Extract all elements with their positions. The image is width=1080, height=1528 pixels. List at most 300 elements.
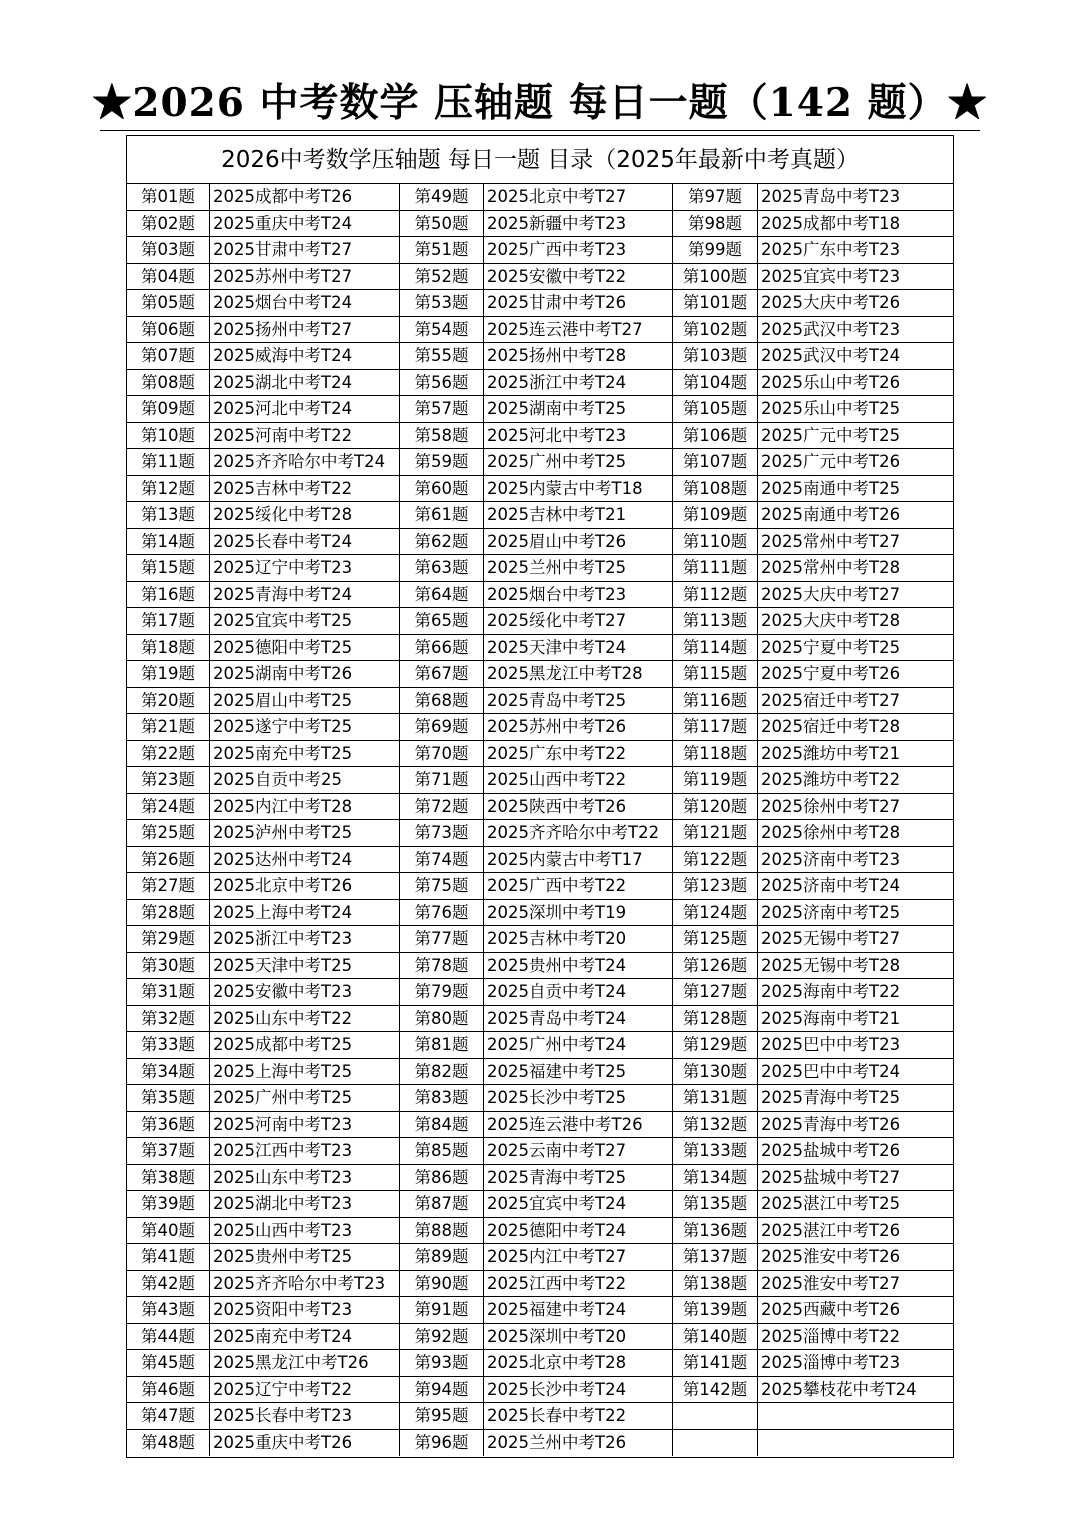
- question-source-cell: 2025重庆中考T26: [210, 1430, 400, 1457]
- question-source-cell: 2025潍坊中考T22: [758, 767, 954, 794]
- question-source-cell: 2025眉山中考T25: [210, 688, 400, 715]
- question-number-cell: 第10题: [127, 423, 210, 450]
- question-number-cell: 第59题: [400, 449, 484, 476]
- question-source-cell: 2025成都中考T26: [210, 184, 400, 211]
- question-number-cell: 第06题: [127, 317, 210, 344]
- question-number-cell: 第79题: [400, 979, 484, 1006]
- question-source-cell: 2025宿迁中考T28: [758, 714, 954, 741]
- question-source-cell: 2025吉林中考T21: [484, 502, 673, 529]
- question-number-cell: 第61题: [400, 502, 484, 529]
- question-number-cell: 第130题: [673, 1059, 758, 1086]
- question-number-cell: 第57题: [400, 396, 484, 423]
- question-number-cell: 第17题: [127, 608, 210, 635]
- question-source-cell: 2025绥化中考T27: [484, 608, 673, 635]
- question-source-cell: 2025齐齐哈尔中考T23: [210, 1271, 400, 1298]
- question-number-cell: 第75题: [400, 873, 484, 900]
- question-number-cell: 第124题: [673, 900, 758, 927]
- question-source-cell: 2025烟台中考T23: [484, 582, 673, 609]
- table-row: [127, 423, 953, 450]
- question-number-cell: 第65题: [400, 608, 484, 635]
- question-source-cell: 2025青岛中考T25: [484, 688, 673, 715]
- question-number-cell: 第28题: [127, 900, 210, 927]
- table-row: [127, 1297, 953, 1324]
- question-source-cell: 2025兰州中考T25: [484, 555, 673, 582]
- question-source-cell: 2025北京中考T28: [484, 1350, 673, 1377]
- question-number-cell: 第44题: [127, 1324, 210, 1351]
- question-number-cell: 第19题: [127, 661, 210, 688]
- question-number-cell: 第127题: [673, 979, 758, 1006]
- question-number-cell: 第101题: [673, 290, 758, 317]
- table-row: [127, 529, 953, 556]
- question-source-cell: 2025河北中考T24: [210, 396, 400, 423]
- question-number-cell: 第142题: [673, 1377, 758, 1404]
- question-source-cell: 2025德阳中考T24: [484, 1218, 673, 1245]
- question-number-cell: 第117题: [673, 714, 758, 741]
- question-number-cell: 第25题: [127, 820, 210, 847]
- question-source-cell: 2025淄博中考T22: [758, 1324, 954, 1351]
- question-number-cell: 第110题: [673, 529, 758, 556]
- question-source-cell: 2025扬州中考T27: [210, 317, 400, 344]
- question-source-cell: 2025常州中考T28: [758, 555, 954, 582]
- question-source-cell: 2025乐山中考T25: [758, 396, 954, 423]
- question-source-cell: 2025苏州中考T26: [484, 714, 673, 741]
- question-number-cell: 第81题: [400, 1032, 484, 1059]
- question-source-cell: 2025上海中考T25: [210, 1059, 400, 1086]
- question-number-cell: 第97题: [673, 184, 758, 211]
- question-number-cell: 第108题: [673, 476, 758, 503]
- question-source-cell: 2025湛江中考T25: [758, 1191, 954, 1218]
- table-row: [127, 714, 953, 741]
- question-number-cell: 第68题: [400, 688, 484, 715]
- question-number-cell: 第23题: [127, 767, 210, 794]
- question-number-cell: 第71题: [400, 767, 484, 794]
- question-source-cell: 2025宜宾中考T24: [484, 1191, 673, 1218]
- question-source-cell: 2025陕西中考T26: [484, 794, 673, 821]
- table-row: [127, 953, 953, 980]
- question-source-cell: 2025德阳中考T25: [210, 635, 400, 662]
- question-number-cell: 第109题: [673, 502, 758, 529]
- question-number-cell: 第38题: [127, 1165, 210, 1192]
- question-source-cell: 2025南通中考T26: [758, 502, 954, 529]
- question-number-cell: 第100题: [673, 264, 758, 291]
- question-number-cell: 第104题: [673, 370, 758, 397]
- question-source-cell: 2025长春中考T24: [210, 529, 400, 556]
- table-row: [127, 767, 953, 794]
- question-number-cell: 第90题: [400, 1271, 484, 1298]
- question-source-cell: 2025扬州中考T28: [484, 343, 673, 370]
- table-row: [127, 343, 953, 370]
- question-source-cell: 2025青海中考T25: [758, 1085, 954, 1112]
- question-number-cell: 第37题: [127, 1138, 210, 1165]
- question-number-cell: [673, 1430, 758, 1457]
- question-source-cell: 2025宿迁中考T27: [758, 688, 954, 715]
- question-source-cell: 2025常州中考T27: [758, 529, 954, 556]
- question-source-cell: 2025盐城中考T27: [758, 1165, 954, 1192]
- question-source-cell: 2025黑龙江中考T28: [484, 661, 673, 688]
- question-number-cell: 第03题: [127, 237, 210, 264]
- table-row: [127, 1112, 953, 1139]
- question-number-cell: 第80题: [400, 1006, 484, 1033]
- table-row: [127, 502, 953, 529]
- table-row: [127, 211, 953, 238]
- question-source-cell: 2025泸州中考T25: [210, 820, 400, 847]
- question-source-cell: 2025广西中考T23: [484, 237, 673, 264]
- question-number-cell: 第42题: [127, 1271, 210, 1298]
- question-source-cell: 2025深圳中考T20: [484, 1324, 673, 1351]
- question-source-cell: 2025连云港中考T26: [484, 1112, 673, 1139]
- question-number-cell: 第34题: [127, 1059, 210, 1086]
- question-source-cell: 2025兰州中考T26: [484, 1430, 673, 1457]
- question-number-cell: 第64题: [400, 582, 484, 609]
- question-source-cell: 2025成都中考T18: [758, 211, 954, 238]
- question-source-cell: 2025吉林中考T22: [210, 476, 400, 503]
- question-source-cell: 2025湛江中考T26: [758, 1218, 954, 1245]
- table-row: [127, 582, 953, 609]
- table-row: [127, 317, 953, 344]
- question-number-cell: 第56题: [400, 370, 484, 397]
- question-source-cell: 2025宁夏中考T26: [758, 661, 954, 688]
- question-number-cell: 第89题: [400, 1244, 484, 1271]
- question-number-cell: 第141题: [673, 1350, 758, 1377]
- question-number-cell: 第138题: [673, 1271, 758, 1298]
- question-number-cell: [673, 1403, 758, 1430]
- question-number-cell: 第136题: [673, 1218, 758, 1245]
- question-number-cell: 第76题: [400, 900, 484, 927]
- question-number-cell: 第33题: [127, 1032, 210, 1059]
- question-source-cell: 2025济南中考T23: [758, 847, 954, 874]
- question-source-cell: 2025淮安中考T26: [758, 1244, 954, 1271]
- question-source-cell: 2025青岛中考T24: [484, 1006, 673, 1033]
- question-number-cell: 第49题: [400, 184, 484, 211]
- question-number-cell: 第102题: [673, 317, 758, 344]
- toc-heading: 2026中考数学压轴题 每日一题 目录（2025年最新中考真题）: [127, 136, 953, 184]
- question-number-cell: 第45题: [127, 1350, 210, 1377]
- question-source-cell: 2025天津中考T25: [210, 953, 400, 980]
- question-number-cell: 第128题: [673, 1006, 758, 1033]
- question-number-cell: 第139题: [673, 1297, 758, 1324]
- question-source-cell: 2025眉山中考T26: [484, 529, 673, 556]
- question-source-cell: [758, 1403, 954, 1430]
- question-source-cell: 2025内蒙古中考T17: [484, 847, 673, 874]
- question-source-cell: 2025重庆中考T24: [210, 211, 400, 238]
- question-number-cell: 第126题: [673, 953, 758, 980]
- question-source-cell: 2025南通中考T25: [758, 476, 954, 503]
- question-number-cell: 第40题: [127, 1218, 210, 1245]
- question-number-cell: 第29题: [127, 926, 210, 953]
- question-number-cell: 第74题: [400, 847, 484, 874]
- question-number-cell: 第36题: [127, 1112, 210, 1139]
- question-number-cell: 第39题: [127, 1191, 210, 1218]
- question-number-cell: 第70题: [400, 741, 484, 768]
- question-number-cell: 第14题: [127, 529, 210, 556]
- question-number-cell: 第95题: [400, 1403, 484, 1430]
- question-source-cell: 2025山东中考T23: [210, 1165, 400, 1192]
- question-source-cell: 2025遂宁中考T25: [210, 714, 400, 741]
- table-row: [127, 555, 953, 582]
- question-source-cell: 2025广东中考T23: [758, 237, 954, 264]
- question-number-cell: 第84题: [400, 1112, 484, 1139]
- question-number-cell: 第83题: [400, 1085, 484, 1112]
- question-source-cell: 2025攀枝花中考T24: [758, 1377, 954, 1404]
- question-source-cell: 2025天津中考T24: [484, 635, 673, 662]
- table-row: [127, 476, 953, 503]
- question-source-cell: 2025长沙中考T24: [484, 1377, 673, 1404]
- question-number-cell: 第47题: [127, 1403, 210, 1430]
- toc-table: [126, 135, 954, 1458]
- question-number-cell: 第66题: [400, 635, 484, 662]
- question-number-cell: 第32题: [127, 1006, 210, 1033]
- table-row: [127, 1430, 953, 1457]
- table-row: [127, 1271, 953, 1298]
- table-row: [127, 1403, 953, 1430]
- question-number-cell: 第106题: [673, 423, 758, 450]
- question-source-cell: 2025青海中考T24: [210, 582, 400, 609]
- question-source-cell: 2025海南中考T22: [758, 979, 954, 1006]
- question-source-cell: 2025大庆中考T27: [758, 582, 954, 609]
- page-title: ★2026 中考数学 压轴题 每日一题（142 题）★: [92, 80, 988, 126]
- question-source-cell: 2025内江中考T27: [484, 1244, 673, 1271]
- question-number-cell: 第87题: [400, 1191, 484, 1218]
- table-row: [127, 290, 953, 317]
- question-source-cell: 2025广州中考T25: [210, 1085, 400, 1112]
- question-number-cell: 第122题: [673, 847, 758, 874]
- table-row: [127, 1165, 953, 1192]
- question-source-cell: 2025浙江中考T23: [210, 926, 400, 953]
- table-row: [127, 1218, 953, 1245]
- question-source-cell: 2025海南中考T21: [758, 1006, 954, 1033]
- question-source-cell: 2025潍坊中考T21: [758, 741, 954, 768]
- table-row: [127, 1350, 953, 1377]
- question-source-cell: 2025济南中考T25: [758, 900, 954, 927]
- question-source-cell: 2025深圳中考T19: [484, 900, 673, 927]
- question-number-cell: 第115题: [673, 661, 758, 688]
- question-number-cell: 第72题: [400, 794, 484, 821]
- table-row: [127, 237, 953, 264]
- question-source-cell: 2025苏州中考T27: [210, 264, 400, 291]
- question-number-cell: 第78题: [400, 953, 484, 980]
- question-number-cell: 第12题: [127, 476, 210, 503]
- question-source-cell: 2025宜宾中考T23: [758, 264, 954, 291]
- question-number-cell: 第107题: [673, 449, 758, 476]
- table-row: [127, 820, 953, 847]
- question-source-cell: 2025广东中考T22: [484, 741, 673, 768]
- question-source-cell: 2025河北中考T23: [484, 423, 673, 450]
- question-number-cell: 第08题: [127, 370, 210, 397]
- question-source-cell: 2025无锡中考T28: [758, 953, 954, 980]
- question-source-cell: 2025淮安中考T27: [758, 1271, 954, 1298]
- question-number-cell: 第120题: [673, 794, 758, 821]
- question-source-cell: 2025广元中考T26: [758, 449, 954, 476]
- question-source-cell: 2025无锡中考T27: [758, 926, 954, 953]
- question-source-cell: 2025江西中考T23: [210, 1138, 400, 1165]
- question-number-cell: 第30题: [127, 953, 210, 980]
- table-row: [127, 1191, 953, 1218]
- table-row: [127, 900, 953, 927]
- question-number-cell: 第92题: [400, 1324, 484, 1351]
- table-row: [127, 847, 953, 874]
- question-source-cell: 2025贵州中考T24: [484, 953, 673, 980]
- question-source-cell: 2025徐州中考T27: [758, 794, 954, 821]
- question-source-cell: 2025黑龙江中考T26: [210, 1350, 400, 1377]
- question-number-cell: 第118题: [673, 741, 758, 768]
- question-source-cell: 2025山西中考T23: [210, 1218, 400, 1245]
- question-number-cell: 第27题: [127, 873, 210, 900]
- question-number-cell: 第69题: [400, 714, 484, 741]
- question-number-cell: 第125题: [673, 926, 758, 953]
- question-number-cell: 第112题: [673, 582, 758, 609]
- question-source-cell: 2025福建中考T24: [484, 1297, 673, 1324]
- question-source-cell: 2025青岛中考T23: [758, 184, 954, 211]
- question-source-cell: 2025达州中考T24: [210, 847, 400, 874]
- question-source-cell: 2025上海中考T24: [210, 900, 400, 927]
- table-row: [127, 370, 953, 397]
- question-source-cell: 2025江西中考T22: [484, 1271, 673, 1298]
- question-number-cell: 第07题: [127, 343, 210, 370]
- table-row: [127, 1377, 953, 1404]
- table-row: [127, 873, 953, 900]
- question-number-cell: 第24题: [127, 794, 210, 821]
- question-number-cell: 第121题: [673, 820, 758, 847]
- question-source-cell: 2025山东中考T22: [210, 1006, 400, 1033]
- question-source-cell: 2025连云港中考T27: [484, 317, 673, 344]
- question-source-cell: 2025甘肃中考T27: [210, 237, 400, 264]
- question-source-cell: 2025湖北中考T24: [210, 370, 400, 397]
- question-number-cell: 第41题: [127, 1244, 210, 1271]
- question-source-cell: 2025长春中考T23: [210, 1403, 400, 1430]
- question-source-cell: 2025内江中考T28: [210, 794, 400, 821]
- question-number-cell: 第96题: [400, 1430, 484, 1457]
- question-source-cell: 2025盐城中考T26: [758, 1138, 954, 1165]
- table-row: [127, 1006, 953, 1033]
- question-source-cell: 2025巴中中考T23: [758, 1032, 954, 1059]
- question-source-cell: 2025徐州中考T28: [758, 820, 954, 847]
- question-number-cell: 第98题: [673, 211, 758, 238]
- question-number-cell: 第35题: [127, 1085, 210, 1112]
- question-source-cell: 2025浙江中考T24: [484, 370, 673, 397]
- question-number-cell: 第99题: [673, 237, 758, 264]
- table-row: [127, 661, 953, 688]
- question-source-cell: [758, 1430, 954, 1457]
- table-row: [127, 608, 953, 635]
- question-number-cell: 第114题: [673, 635, 758, 662]
- question-number-cell: 第88题: [400, 1218, 484, 1245]
- question-source-cell: 2025湖南中考T25: [484, 396, 673, 423]
- question-number-cell: 第91题: [400, 1297, 484, 1324]
- question-source-cell: 2025自贡中考T24: [484, 979, 673, 1006]
- question-number-cell: 第43题: [127, 1297, 210, 1324]
- question-number-cell: 第62题: [400, 529, 484, 556]
- question-source-cell: 2025广州中考T24: [484, 1032, 673, 1059]
- question-number-cell: 第113题: [673, 608, 758, 635]
- question-source-cell: 2025长春中考T22: [484, 1403, 673, 1430]
- table-row: [127, 741, 953, 768]
- question-number-cell: 第09题: [127, 396, 210, 423]
- question-number-cell: 第13题: [127, 502, 210, 529]
- question-source-cell: 2025贵州中考T25: [210, 1244, 400, 1271]
- table-row: [127, 1085, 953, 1112]
- question-source-cell: 2025安徽中考T23: [210, 979, 400, 1006]
- question-source-cell: 2025辽宁中考T22: [210, 1377, 400, 1404]
- question-number-cell: 第60题: [400, 476, 484, 503]
- question-number-cell: 第135题: [673, 1191, 758, 1218]
- question-number-cell: 第93题: [400, 1350, 484, 1377]
- question-number-cell: 第26题: [127, 847, 210, 874]
- table-row: [127, 1324, 953, 1351]
- question-source-cell: 2025乐山中考T26: [758, 370, 954, 397]
- table-row: [127, 794, 953, 821]
- question-source-cell: 2025广元中考T25: [758, 423, 954, 450]
- question-source-cell: 2025自贡中考25: [210, 767, 400, 794]
- question-number-cell: 第86题: [400, 1165, 484, 1192]
- question-number-cell: 第18题: [127, 635, 210, 662]
- question-number-cell: 第53题: [400, 290, 484, 317]
- question-number-cell: 第131题: [673, 1085, 758, 1112]
- title-underline: [100, 130, 980, 131]
- table-row: [127, 184, 953, 211]
- question-source-cell: 2025湖北中考T23: [210, 1191, 400, 1218]
- question-number-cell: 第11题: [127, 449, 210, 476]
- table-row: [127, 264, 953, 291]
- question-source-cell: 2025烟台中考T24: [210, 290, 400, 317]
- table-row: [127, 1138, 953, 1165]
- question-source-cell: 2025武汉中考T24: [758, 343, 954, 370]
- question-number-cell: 第116题: [673, 688, 758, 715]
- question-source-cell: 2025齐齐哈尔中考T24: [210, 449, 400, 476]
- question-source-cell: 2025南充中考T24: [210, 1324, 400, 1351]
- question-number-cell: 第50题: [400, 211, 484, 238]
- question-number-cell: 第16题: [127, 582, 210, 609]
- question-number-cell: 第140题: [673, 1324, 758, 1351]
- question-number-cell: 第105题: [673, 396, 758, 423]
- table-row: [127, 1059, 953, 1086]
- question-source-cell: 2025巴中中考T24: [758, 1059, 954, 1086]
- question-number-cell: 第119题: [673, 767, 758, 794]
- question-source-cell: 2025内蒙古中考T18: [484, 476, 673, 503]
- question-number-cell: 第05题: [127, 290, 210, 317]
- question-source-cell: 2025北京中考T27: [484, 184, 673, 211]
- question-number-cell: 第133题: [673, 1138, 758, 1165]
- question-source-cell: 2025北京中考T26: [210, 873, 400, 900]
- question-source-cell: 2025云南中考T27: [484, 1138, 673, 1165]
- question-number-cell: 第51题: [400, 237, 484, 264]
- question-number-cell: 第01题: [127, 184, 210, 211]
- question-number-cell: 第77题: [400, 926, 484, 953]
- question-source-cell: 2025成都中考T25: [210, 1032, 400, 1059]
- question-source-cell: 2025资阳中考T23: [210, 1297, 400, 1324]
- question-source-cell: 2025齐齐哈尔中考T22: [484, 820, 673, 847]
- table-row: [127, 1244, 953, 1271]
- question-source-cell: 2025新疆中考T23: [484, 211, 673, 238]
- question-number-cell: 第31题: [127, 979, 210, 1006]
- question-source-cell: 2025辽宁中考T23: [210, 555, 400, 582]
- question-source-cell: 2025宜宾中考T25: [210, 608, 400, 635]
- question-source-cell: 2025湖南中考T26: [210, 661, 400, 688]
- question-number-cell: 第55题: [400, 343, 484, 370]
- question-number-cell: 第82题: [400, 1059, 484, 1086]
- question-number-cell: 第04题: [127, 264, 210, 291]
- question-number-cell: 第21题: [127, 714, 210, 741]
- question-number-cell: 第137题: [673, 1244, 758, 1271]
- question-number-cell: 第94题: [400, 1377, 484, 1404]
- question-number-cell: 第73题: [400, 820, 484, 847]
- question-number-cell: 第22题: [127, 741, 210, 768]
- question-source-cell: 2025山西中考T22: [484, 767, 673, 794]
- table-row: [127, 449, 953, 476]
- question-source-cell: 2025安徽中考T22: [484, 264, 673, 291]
- question-source-cell: 2025广西中考T22: [484, 873, 673, 900]
- question-source-cell: 2025宁夏中考T25: [758, 635, 954, 662]
- question-number-cell: 第85题: [400, 1138, 484, 1165]
